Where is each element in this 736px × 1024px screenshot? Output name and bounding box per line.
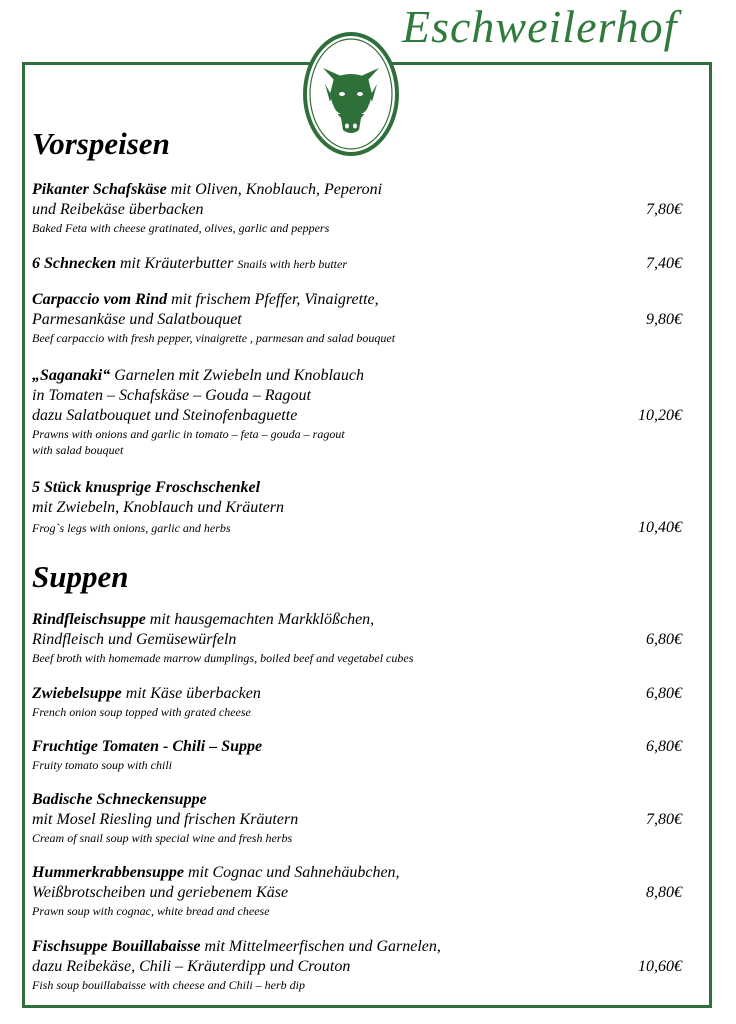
menu-item [32,478,682,536]
dish-english: Prawns with onions and garlic in tomato – feta – gouda – ragout [32,427,345,441]
dish-english: Frog`s legs with onions, garlic and herbs [32,521,231,535]
dish-name: Rindfleischsuppe [32,611,146,628]
dish-description: mit Oliven, Knoblauch, Peperoni [166,181,383,198]
dish-price: 8,80€ [646,884,682,901]
section-title-soups: Suppen [32,559,129,594]
dish-price: 9,80€ [646,311,682,328]
dish-name: 6 Schnecken [32,255,116,272]
restaurant-name: Eschweilerhof [402,1,678,52]
dish-price: 6,80€ [646,685,682,702]
dish-description: mit Mittelmeerfischen und Garnelen, [200,938,441,955]
dish-english: Fish soup bouillabaisse with cheese and Chili – herb dip [32,978,305,992]
menu-item [32,684,682,720]
dish-english: Beef carpaccio with fresh pepper, vinaigrette , parmesan and salad bouquet [32,331,396,345]
menu-item [32,937,682,993]
dish-description: Weißbrotscheiben und geriebenem Käse [32,884,289,901]
dish-price: 10,20€ [638,407,682,424]
dish-description: mit Cognac und Sahnehäubchen, [184,864,400,881]
dish-price: 6,80€ [646,738,682,755]
dish-description: Parmesankäse und Salatbouquet [32,311,242,328]
dish-english: Fruity tomato soup with chili [32,758,172,772]
dish-name: Zwiebelsuppe [32,685,122,702]
menu-item [32,610,682,666]
menu-item [32,254,682,274]
dish-price: 7,80€ [646,201,682,218]
boar-head-icon [301,30,401,158]
dish-english: Cream of snail soup with special wine and fresh herbs [32,831,293,845]
dish-name: Fischsuppe Bouillabaisse [32,938,201,955]
dish-english: Prawn soup with cognac, white bread and cheese [32,904,270,918]
menu-item [32,366,682,458]
dish-name: 5 Stück knusprige Froschschenkel [32,479,261,496]
dish-price: 7,80€ [646,811,682,828]
dish-description: mit Mosel Riesling und frischen Kräutern [32,811,299,828]
dish-description: mit Zwiebeln, Knoblauch und Kräutern [32,499,284,516]
dish-name: Hummerkrabbensuppe [32,864,185,881]
dish-name: Carpaccio vom Rind [32,291,168,308]
menu-item [32,737,682,773]
dish-price: 6,80€ [646,631,682,648]
dish-description: mit frischem Pfeffer, Vinaigrette, [167,291,379,308]
dish-name: „Saganaki“ [32,367,111,384]
dish-description: und Reibekäse überbacken [32,201,204,218]
dish-english: Beef broth with homemade marrow dumplings, boiled beef and vegetabel cubes [32,651,414,665]
dish-english: French onion soup topped with grated cheese [32,705,251,719]
dish-english: with salad bouquet [32,443,124,457]
section-title-starters: Vorspeisen [32,126,170,161]
menu-item [32,863,682,919]
dish-description: mit Kräuterbutter [116,255,238,272]
dish-name: Fruchtige Tomaten - Chili – Suppe [32,738,263,755]
dish-english: Snails with herb butter [237,257,348,271]
dish-price: 7,40€ [646,255,682,272]
dish-english: Baked Feta with cheese gratinated, olives, garlic and peppers [32,221,330,235]
menu-item [32,180,682,236]
dish-description: mit Käse überbacken [121,685,261,702]
dish-price: 10,60€ [638,958,682,975]
menu-item [32,290,682,346]
dish-description: Rindfleisch und Gemüsewürfeln [32,631,237,648]
dish-name: Badische Schneckensuppe [32,791,207,808]
dish-description: in Tomaten – Schafskäse – Gouda – Ragout [32,387,311,404]
dish-description: dazu Reibekäse, Chili – Kräuterdipp und Crouton [32,958,351,975]
dish-name: Pikanter Schafskäse [32,181,167,198]
dish-description: mit hausgemachten Markklößchen, [145,611,375,628]
dish-description: Garnelen mit Zwiebeln und Knoblauch [110,367,365,384]
dish-price: 10,40€ [638,519,682,536]
dish-description: dazu Salatbouquet und Steinofenbaguette [32,407,298,424]
menu-item [32,790,682,846]
